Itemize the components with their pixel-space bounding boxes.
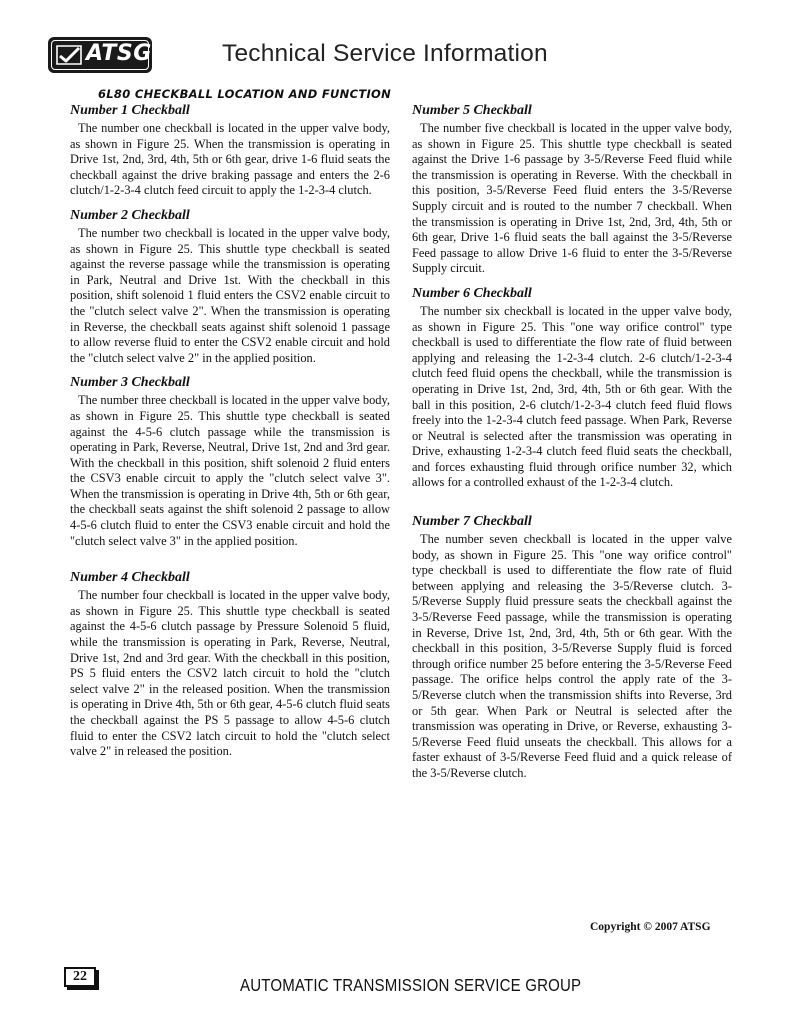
section-checkball-1 (70, 102, 390, 199)
section-body: The number six checkball is located in the upper valve body, as shown in Figure 25. This "one way orifice control" type checkball is used to differentiate the flow rate of fluid between applying and releasing the 1-2-3-4 clutch. 2-6 clutch/1-2-3-4 clutch feed fluid opens the checkball, while the transmission is operating in Drive 1st, 2nd, 3rd, 4th, 5th or 6th gear. With the ball in this position, 2-6 clutch/1-2-3-4 clutch feed fluid flows freely into the 1-2-3-4 clutch feed passage. When Park, Reverse or Neutral is selected after the transmission was operating in Drive, exhausting 1-2-3-4 clutch feed fluid seats the checkball, and forces exhausting fluid through orifice number 32, which allows for a controlled exhaust of the 1-2-3-4 clutch. (412, 303, 732, 490)
logo-text: ATSG (86, 41, 152, 66)
section-title: Number 3 Checkball (70, 375, 190, 391)
section-checkball-3 (70, 374, 390, 549)
atsg-logo (48, 37, 152, 73)
copyright-notice: Copyright © 2007 ATSG (590, 921, 711, 933)
page-heading: 6L80 CHECKBALL LOCATION AND FUNCTION (98, 87, 392, 101)
footer-title: AUTOMATIC TRANSMISSION SERVICE GROUP (240, 975, 582, 995)
section-checkball-5 (412, 102, 732, 277)
right-column (412, 102, 732, 782)
section-body: The number five checkball is located in the upper valve body, as shown in Figure 25. This shuttle type checkball is seated against the Drive 1-6 passage by 3-5/Reverse Feed fluid while the transmission is operating in Reverse. With the checkball in this position, 3-5/Reverse Feed fluid enters the 3-5/Reverse Supply circuit and is routed to the number 7 checkball. When the transmission is operating in Drive 1st, 2nd, 3rd, 4th, 5th or 6th gear, Drive 1-6 fluid seats the ball against the 3-5/Reverse Feed passage to allow Drive 1-6 fluid to enter the 3-5/Reverse Supply circuit. (412, 121, 732, 276)
checkmark-flag-icon (56, 44, 82, 66)
section-checkball-4 (70, 569, 390, 760)
section-title: Number 1 Checkball (70, 103, 190, 118)
section-checkball-7 (412, 513, 732, 782)
header-title: Technical Service Information (222, 40, 548, 67)
section-title: Number 7 Checkball (412, 514, 532, 530)
section-body: The number one checkball is located in the upper valve body, as shown in Figure 25. When the transmission is operating in Drive 1st, 2nd, 3rd, 4th, 5th or 6th gear, drive 1-6 fluid seats the checkball against the drive braking passage and enters the 2-6 clutch/1-2-3-4 clutch feed circuit to apply the 1-2-3-4 clutch. (70, 121, 390, 198)
section-title: Number 4 Checkball (70, 570, 190, 586)
section-body: The number two checkball is located in the upper valve body, as shown in Figure 25. This shuttle type checkball is seated against the reverse passage while the transmission is operating in Park, Neutral and Drive 1st. With the checkball in this position, shift solenoid 1 fluid enters the CSV2 enable circuit to the "clutch select valve 2". When the transmission is operating in Reverse, the checkball seats against shift solenoid 1 passage to allow reverse fluid to enter the CSV2 enable circuit and hold the "clutch select valve 2" in the applied position. (70, 225, 390, 365)
section-checkball-6 (412, 285, 732, 491)
section-body: The number four checkball is located in the upper valve body, as shown in Figure 25. This shuttle type checkball is seated against the 4-5-6 clutch passage by Pressure Solenoid 5 fluid, while the transmission is operating in Park, Reverse, Neutral, Drive 1st, 2nd and 3rd gear. With the checkball in this position, PS 5 fluid enters the CSV2 latch circuit to hold the "clutch select valve 2" in the released position. When the transmission is operating in Drive 4th, 5th or 6th gear, 4-5-6 clutch fluid seats the checkball against the PS 5 passage to allow 4-5-6 clutch fluid to enter the CSV2 latch circuit to hold the "clutch select valve 2" in released the position. (70, 588, 390, 759)
section-title: Number 5 Checkball (412, 103, 532, 118)
left-column (70, 102, 390, 760)
section-checkball-2 (70, 207, 390, 366)
section-body: The number three checkball is located in the upper valve body, as shown in Figure 25. This shuttle type checkball is seated against the 4-5-6 clutch passage while the transmission is operating in Park, Reverse, Neutral, Drive 1st, 2nd and 3rd gear. With the checkball in this position, shift solenoid 2 fluid enters the CSV3 enable circuit to apply the "clutch select valve 3". When the transmission is operating in Drive 4th, 5th or 6th gear, the checkball seats against the shift solenoid 2 passage to allow 4-5-6 clutch fluid to enter the CSV3 enable circuit and hold the "clutch select valve 3" in the applied position. (70, 393, 390, 548)
page-number: 22 (64, 967, 96, 987)
section-title: Number 6 Checkball (412, 285, 532, 301)
section-body: The number seven checkball is located in the upper valve body, as shown in Figure 25. This "one way orifice control" type checkball is used to differentiate the flow rate of fluid between applying and releasing the 3-5/Reverse clutch. 3-5/Reverse Supply fluid pressure seats the checkball against the 3-5/Reverse Feed passage, while the transmission is operating in Reverse, Drive 1st, 2nd, 3rd, 4th, 5th or 6th gear. With the checkball in this position, 3-5/Reverse Supply fluid is forced through orifice number 25 before entering the 3-5/Reverse Feed passage. The orifice helps control the apply rate of the 3-5/Reverse clutch when the transmission shifts into Reverse, 3rd or 5th gear. When Park or Neutral is selected after the transmission was operating in Drive, or Reverse, exhausting 3-5/Reverse Feed fluid unseats the checkball. This allows for a faster exhaust of 3-5/Reverse Feed fluid and a quick release of the 3-5/Reverse clutch. (412, 532, 732, 780)
section-title: Number 2 Checkball (70, 207, 190, 223)
